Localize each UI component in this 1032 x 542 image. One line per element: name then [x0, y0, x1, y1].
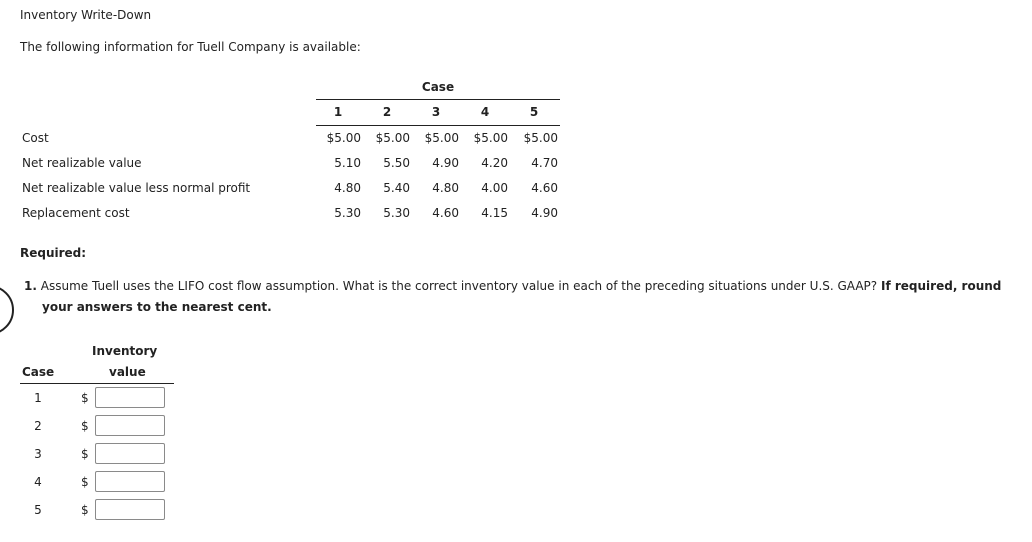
required-heading: Required:: [20, 246, 87, 260]
case-header-rule: [316, 99, 560, 100]
answer-header-value: value: [109, 365, 146, 379]
table-cell: 4.20: [481, 156, 508, 170]
table-cell: $5.00: [424, 131, 459, 145]
table-cell: 4.80: [334, 181, 361, 195]
currency-symbol: $: [81, 447, 89, 461]
page-title: Inventory Write-Down: [20, 8, 152, 22]
table-cell: 4.60: [432, 206, 459, 220]
table-cell: 4.15: [481, 206, 508, 220]
currency-symbol: $: [81, 419, 89, 433]
answer-header-rule: [20, 383, 174, 384]
question-instruction-1: If required, round: [881, 279, 1002, 293]
intro-text: The following information for Tuell Company is available:: [20, 40, 361, 54]
step-marker-icon: [0, 285, 14, 335]
case-header: Case: [421, 80, 455, 94]
table-cell: 5.30: [334, 206, 361, 220]
column-header: 1: [333, 105, 343, 119]
table-cell: $5.00: [326, 131, 361, 145]
column-header: 5: [529, 105, 539, 119]
table-cell: 4.90: [432, 156, 459, 170]
currency-symbol: $: [81, 391, 89, 405]
answer-case-number: 2: [34, 419, 42, 433]
answer-case-number: 3: [34, 447, 42, 461]
table-cell: $5.00: [375, 131, 410, 145]
column-header: 2: [382, 105, 392, 119]
answer-header-case: Case: [22, 365, 55, 379]
row-label-replacement-cost: Replacement cost: [22, 206, 130, 220]
inventory-value-input-case-3[interactable]: [95, 443, 165, 464]
inventory-value-input-case-2[interactable]: [95, 415, 165, 436]
table-cell: $5.00: [523, 131, 558, 145]
answer-case-number: 5: [34, 503, 42, 517]
table-cell: $5.00: [473, 131, 508, 145]
table-cell: 5.40: [383, 181, 410, 195]
answer-case-number: 1: [34, 391, 42, 405]
question-body: Assume Tuell uses the LIFO cost flow assumption. What is the correct inventory value in each of the preceding situations under U.S. GAAP?: [40, 279, 878, 293]
table-cell: 4.80: [432, 181, 459, 195]
currency-symbol: $: [81, 475, 89, 489]
question-number: 1.: [24, 279, 37, 293]
table-cell: 4.00: [481, 181, 508, 195]
table-cell: 4.70: [531, 156, 558, 170]
question-text: [24, 276, 1001, 318]
column-header-rule: [316, 125, 560, 126]
currency-symbol: $: [81, 503, 89, 517]
table-cell: 5.30: [383, 206, 410, 220]
table-cell: 5.50: [383, 156, 410, 170]
table-cell: 5.10: [334, 156, 361, 170]
inventory-value-input-case-1[interactable]: [95, 387, 165, 408]
column-header: 3: [431, 105, 441, 119]
answer-case-number: 4: [34, 475, 42, 489]
row-label-cost: Cost: [22, 131, 49, 145]
inventory-value-input-case-5[interactable]: [95, 499, 165, 520]
table-cell: 4.90: [531, 206, 558, 220]
row-label-nrv-less-profit: Net realizable value less normal profit: [22, 181, 251, 195]
answer-header-inventory: Inventory: [92, 344, 158, 358]
question-instruction-2: your answers to the nearest cent.: [42, 300, 272, 314]
row-label-nrv: Net realizable value: [22, 156, 142, 170]
column-header: 4: [480, 105, 490, 119]
table-cell: 4.60: [531, 181, 558, 195]
inventory-value-input-case-4[interactable]: [95, 471, 165, 492]
